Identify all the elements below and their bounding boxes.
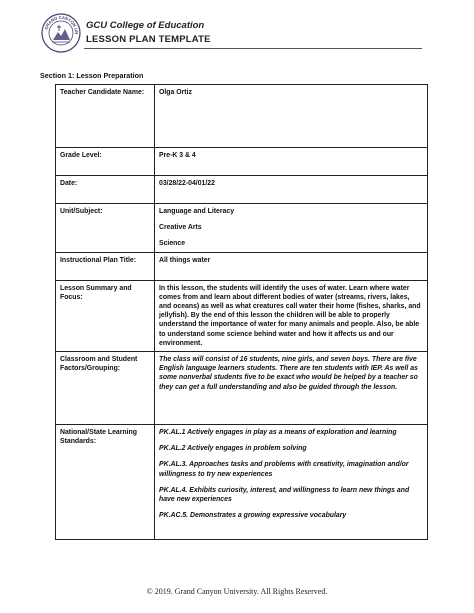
copyright-footer: © 2019. Grand Canyon University. All Rights Reserved.: [146, 587, 328, 596]
grade-level-label: Grade Level:: [56, 148, 155, 176]
table-row: [56, 148, 428, 176]
teacher-name-value: Olga Ortiz: [155, 85, 428, 148]
standard-item: PK.AL.1 Actively engages in play as a means of exploration and learning: [159, 429, 397, 437]
table-row: [56, 204, 428, 253]
document-title: LESSON PLAN TEMPLATE: [86, 34, 211, 45]
learning-standards-value: [155, 425, 428, 540]
section-heading: Section 1: Lesson Preparation: [40, 71, 144, 80]
subject-item: Science: [159, 240, 186, 248]
table-row: [56, 425, 428, 540]
svg-text:GRAND CANYON UNIVERSITY: GRAND CANYON UN: [43, 14, 80, 35]
lesson-plan-table: [55, 84, 428, 540]
table-row: [56, 85, 428, 148]
standard-item: PK.AL.4. Exhibits curiosity, interest, and willingness to learn new things and have new experiences: [159, 486, 410, 504]
university-seal-logo: [41, 13, 81, 53]
college-name: GCU College of Education: [86, 20, 205, 31]
table-row: [56, 176, 428, 204]
table-row: [56, 280, 428, 351]
classroom-factors-label: Classroom and Student Factors/Grouping:: [56, 352, 155, 425]
standard-item: PK.AC.5. Demonstrates a growing expressive vocabulary: [159, 512, 347, 520]
subject-item: Language and Literacy: [159, 208, 235, 215]
standard-item: PK.AL.2 Actively engages in problem solving: [159, 445, 307, 453]
date-value: 03/28/22-04/01/22: [155, 176, 428, 204]
unit-subject-label: Unit/Subject:: [56, 204, 155, 253]
date-label: Date:: [56, 176, 155, 204]
plan-title-value: All things water: [155, 252, 428, 280]
lesson-summary-value: In this lesson, the students will identify the uses of water. Learn where water comes from and learn about different bodies of water (streams, rivers, lakes, and oceans) as well as what creatures call water their home (fishes, sharks, and jellyfish). By the end of this lesson the children will be able to properly understand the importance of water for many animals and people. Also, be able to understand some science behind water and how it affects us and our environment.: [155, 280, 428, 351]
teacher-name-label: Teacher Candidate Name:: [56, 85, 155, 148]
unit-subject-value: [155, 204, 428, 253]
header-divider: [84, 48, 422, 49]
classroom-factors-value: The class will consist of 16 students, nine girls, and seven boys. There are five English language learners students. There are ten students with IEP. As well as some nonverbal students five to be exact who would be helped by a teacher so they can get a full understanding and also be guided through the lesson.: [155, 352, 428, 425]
grade-level-value: Pre-K 3 & 4: [155, 148, 428, 176]
standard-item: PK.AL.3. Approaches tasks and problems with creativity, imagination and/or willingness to try new experiences: [159, 461, 409, 478]
subject-item: Creative Arts: [159, 224, 202, 232]
learning-standards-label: National/State Learning Standards:: [56, 425, 155, 540]
lesson-summary-label: Lesson Summary and Focus:: [56, 280, 155, 351]
table-row: [56, 352, 428, 425]
plan-title-label: Instructional Plan Title:: [56, 252, 155, 280]
table-row: [56, 252, 428, 280]
